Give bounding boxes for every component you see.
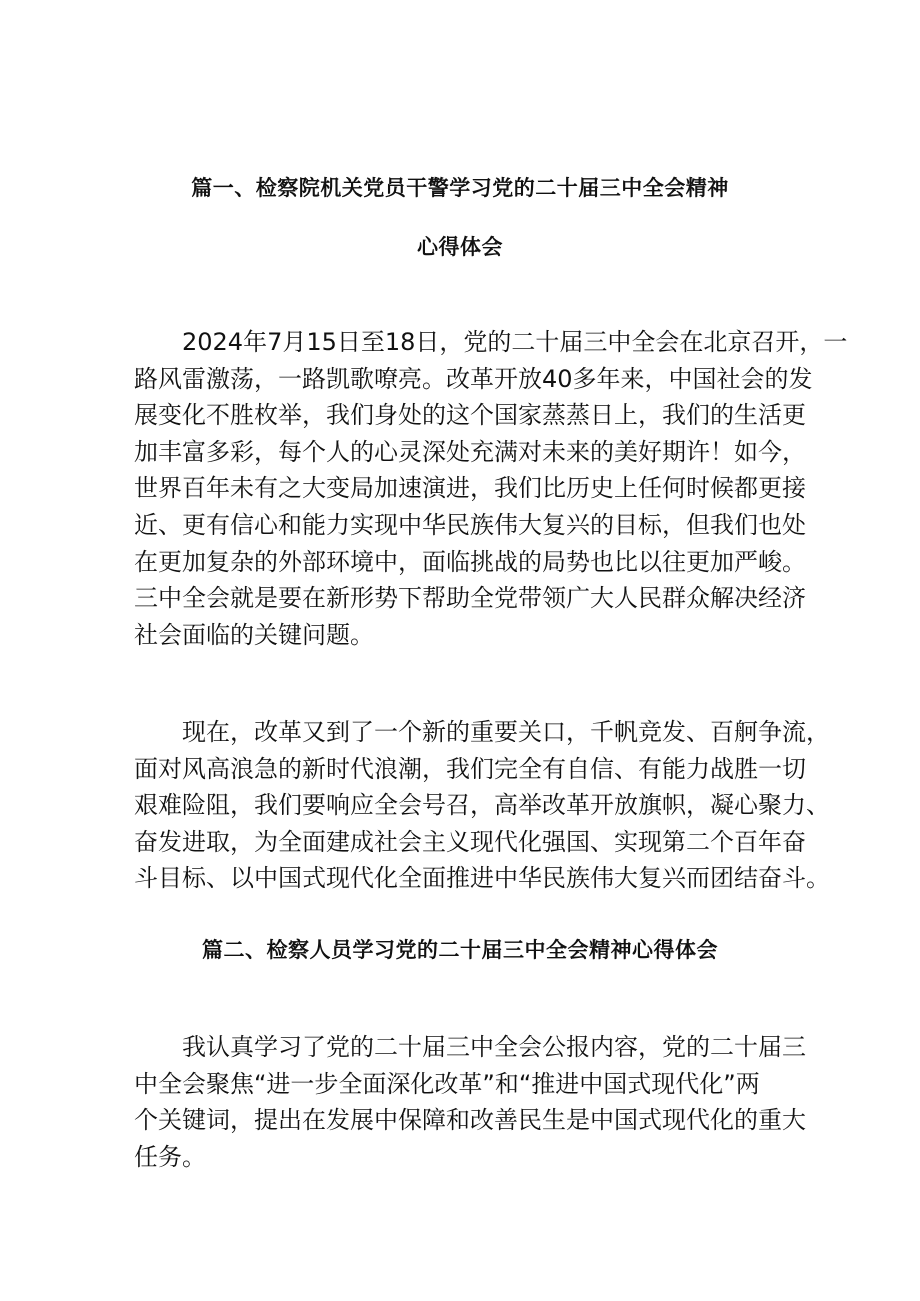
section2-title: 篇二、检察人员学习党的二十届三中全会精神心得体会 (202, 938, 718, 962)
text-line: 我认真学习了党的二十届三中全会公报内容，党的二十届三 (182, 1033, 806, 1061)
section1-paragraph-2 (134, 714, 830, 897)
text-line: 世界百年未有之大变局加速演进，我们比历史上任何时候都更接 (134, 474, 806, 503)
text-line: 加丰富多彩，每个人的心灵深处充满对未来的美好期许！如今， (134, 437, 806, 466)
text-line: 面对风高浪急的新时代浪潮，我们完全有自信、有能力战胜一切 (134, 754, 806, 783)
section1-title-line1: 篇一、检察院机关党员干警学习党的二十届三中全会精神 (191, 176, 729, 200)
text-line: 任务。 (134, 1142, 206, 1171)
text-line: 2024年7月15日至18日，党的二十届三中全会在北京召开，一 (182, 328, 848, 356)
text-line: 现在，改革又到了一个新的重要关口，千帆竞发、百舸争流， (182, 718, 830, 746)
text-line: 斗目标、以中国式现代化全面推进中华民族伟大复兴而团结奋斗。 (134, 864, 830, 893)
text-line: 个关键词，提出在发展中保障和改善民生是中国式现代化的重大 (134, 1106, 806, 1135)
text-line: 三中全会就是要在新形势下帮助全党带领广大人民群众解决经济 (134, 584, 806, 613)
text-line: 展变化不胜枚举，我们身处的这个国家蒸蒸日上，我们的生活更 (134, 401, 806, 430)
text-line: 中全会聚焦“进一步全面深化改革”和“推进中国式现代化”两 (134, 1069, 760, 1098)
text-line: 近、更有信心和能力实现中华民族伟大复兴的目标，但我们也处 (134, 510, 806, 539)
text-line: 艰难险阻，我们要响应全会号召，高举改革开放旗帜，凝心聚力、 (134, 791, 830, 820)
section2-paragraph-1 (134, 1029, 806, 1175)
section1-paragraph-1 (134, 324, 848, 653)
text-line: 路风雷激荡，一路凯歌嘹亮。改革开放40多年来，中国社会的发 (134, 364, 813, 393)
text-line: 奋发进取，为全面建成社会主义现代化强国、实现第二个百年奋 (134, 827, 806, 856)
section1-title-line2: 心得体会 (417, 235, 503, 259)
text-line: 社会面临的关键问题。 (134, 620, 374, 649)
text-line: 在更加复杂的外部环境中，面临挑战的局势也比以往更加严峻。 (134, 547, 806, 576)
